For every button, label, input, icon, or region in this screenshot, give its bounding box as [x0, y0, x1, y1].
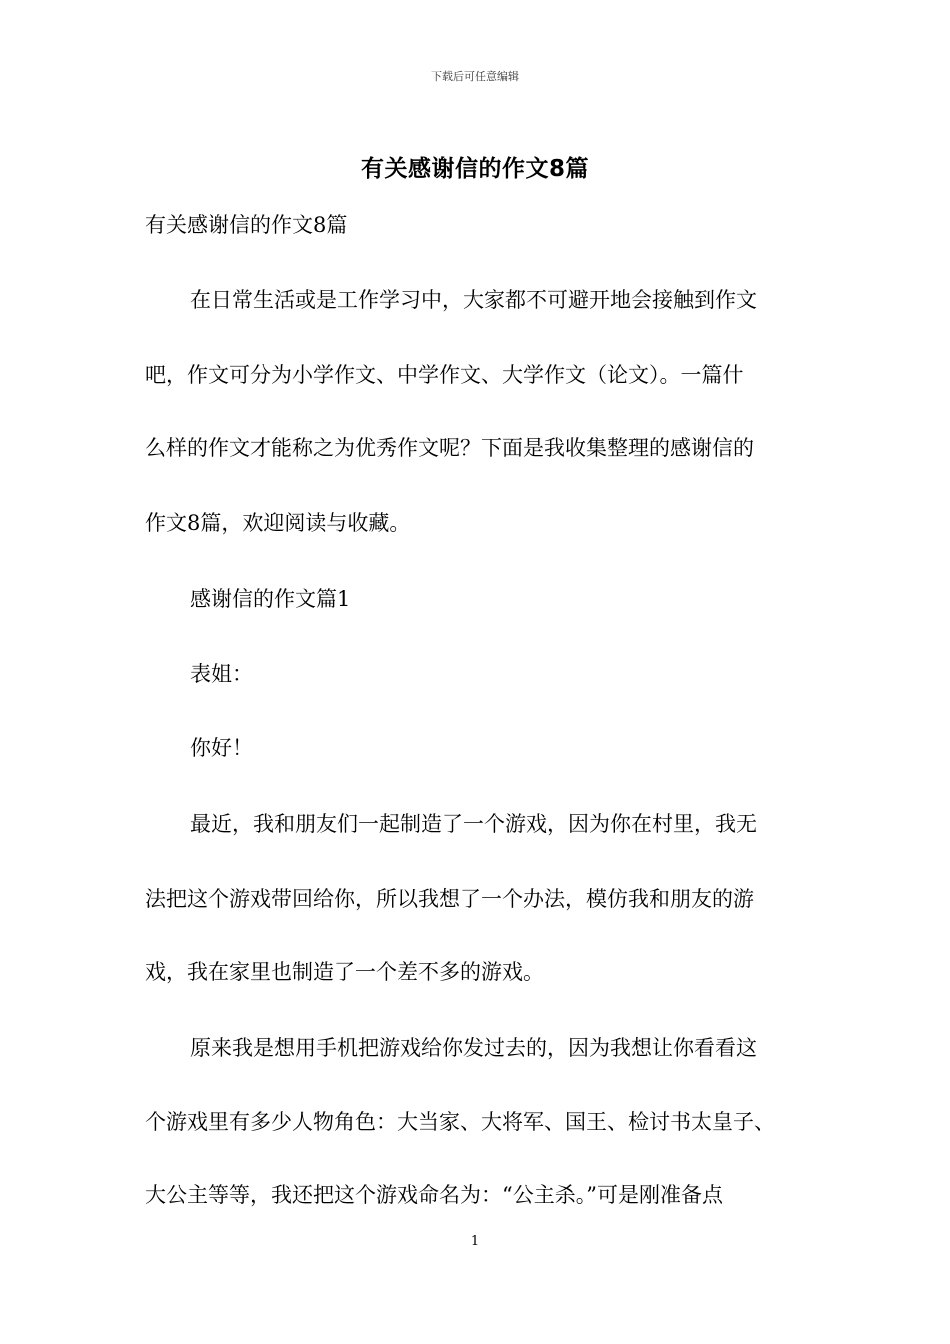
- paragraph-line: 在日常生活或是工作学习中，大家都不可避开地会接触到作文: [190, 288, 757, 312]
- salutation: 表姐：: [190, 662, 253, 686]
- paragraph-line: 大公主等等，我还把这个游戏命名为：“公主杀。”可是刚准备点: [145, 1183, 723, 1207]
- page-number: 1: [470, 1234, 480, 1249]
- paragraph-line: 戏，我在家里也制造了一个差不多的游戏。: [145, 960, 544, 984]
- document-subtitle: 有关感谢信的作文8篇: [145, 213, 348, 237]
- section-heading: 感谢信的作文篇1: [190, 587, 351, 611]
- paragraph-line: 么样的作文才能称之为优秀作文呢？下面是我收集整理的感谢信的: [145, 436, 754, 460]
- paragraph-line: 个游戏里有多少人物角色：大当家、大将军、国王、检讨书太皇子、: [145, 1110, 775, 1134]
- paragraph-line: 最近，我和朋友们一起制造了一个游戏，因为你在村里，我无: [190, 812, 757, 836]
- page-header: 下载后可任意编辑: [431, 70, 519, 83]
- paragraph-line: 法把这个游戏带回给你，所以我想了一个办法，模仿我和朋友的游: [145, 887, 754, 911]
- document-title: 有关感谢信的作文8篇: [360, 156, 589, 182]
- paragraph-line: 作文8篇，欢迎阅读与收藏。: [145, 511, 411, 535]
- paragraph-line: 原来我是想用手机把游戏给你发过去的，因为我想让你看看这: [190, 1036, 757, 1060]
- greeting: 你好！: [190, 736, 253, 760]
- paragraph-line: 吧，作文可分为小学作文、中学作文、大学作文（论文）。一篇什: [145, 363, 744, 387]
